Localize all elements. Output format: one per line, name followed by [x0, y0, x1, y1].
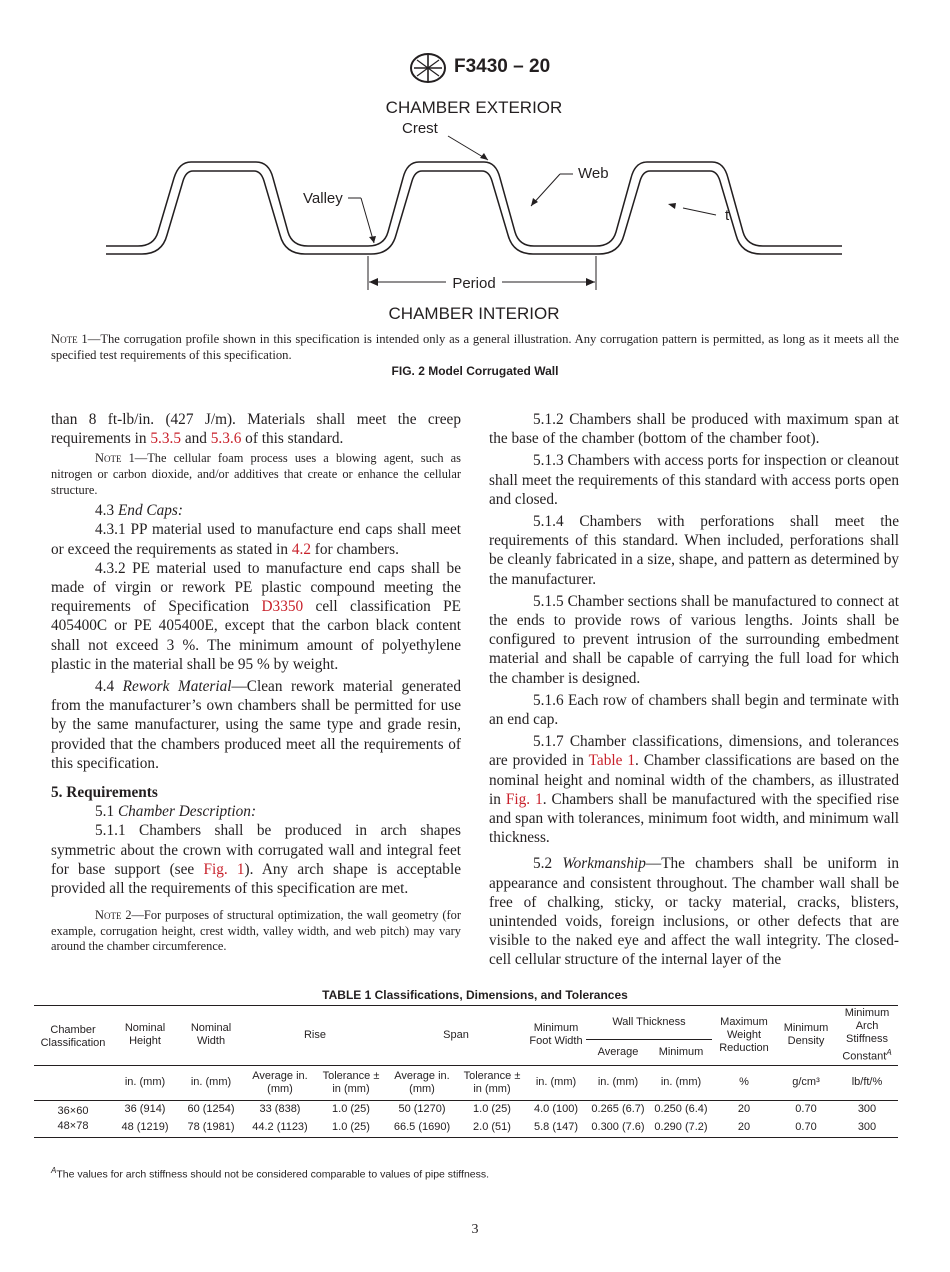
- table-cell: 36×60: [57, 1104, 89, 1117]
- table-cell: 1.0 (25): [316, 1119, 386, 1138]
- label-crest: Crest: [402, 120, 438, 137]
- header-wall-average: Average: [597, 1045, 639, 1058]
- section-5-1-2: 5.1.2 Chambers shall be produced with maximum span at the base of the chamber (bottom of the chamber foot).: [489, 411, 899, 448]
- note-2: Note 2—For purposes of structural optimization, the wall geometry (for example, corrugation height, crest width, valley width, and web pitch) may vary around the chamber circumference.: [51, 908, 461, 954]
- unit-cell: Average in. (mm): [244, 1065, 316, 1100]
- figure-note: [51, 331, 899, 363]
- unit-cell: Tolerance ± in (mm): [458, 1065, 526, 1100]
- left-column: [51, 410, 461, 958]
- corrugation-profile: [106, 162, 842, 254]
- section-5-2: 5.2 Workmanship—The chambers shall be uniform in appearance and consistent throughout. The chamber wall shall be free of chalking, sticky, or tacky material, cracks, blisters, unintended voids, foreign inclusions, or other defects that are visible to the naked eye and affect the wall integrity. The closed-cell cellular structure of the internal layer of the: [489, 855, 899, 969]
- header-span: Span: [386, 1006, 526, 1066]
- page-number: 3: [471, 1222, 479, 1237]
- classification-table: [34, 1005, 898, 1138]
- section-5-1-5: 5.1.5 Chamber sections shall be manufactured to connect at the ends to provide rows of various lengths. Joints shall be configured to prevent intrusion of the surrounding embedment material and shall be capable of carrying the full load for which the chamber is designed.: [489, 592, 899, 687]
- label-period: Period: [452, 275, 496, 292]
- unit-cell: Average in. (mm): [386, 1065, 458, 1100]
- header-wall-thickness: Wall Thickness: [586, 1006, 712, 1040]
- table-cell: 4.0 (100): [533, 1103, 579, 1116]
- valley-leader-2: [361, 198, 374, 243]
- table-cell: 33 (838): [259, 1103, 301, 1116]
- table-cell: 5.8 (147): [526, 1119, 586, 1138]
- table-cell: 1.0 (25): [332, 1103, 370, 1116]
- standard-id: F3430 – 20: [454, 56, 551, 77]
- section-4-4: 4.4 Rework Material—Clean rework material generated from the manufacturer’s own chambers shall be permitted for use by the same manufacturer, using the same type and grade resin, provided that the chambers produced meet all the requirements of this specification.: [51, 678, 461, 772]
- section-5-heading: 5. Requirements: [51, 784, 158, 802]
- valley-arrow: [369, 236, 376, 243]
- section-5-1-4: 5.1.4 Chambers with perforations shall meet the requirements of this standard. When included, perforations shall be cleanly fabricated in a size, shape, and pattern as determined by the manufacturer.: [489, 513, 899, 588]
- section-4-3-1: 4.3.1 PP material used to manufacture end caps shall meet or exceed the requirements as stated in 4.2 for chambers.: [51, 521, 461, 558]
- figure-note-text: —The corrugation profile shown in this specification is intended only as a general illustration. Any corrugation pattern is permitted, as long as it meets all the specified test requirements of this specification.: [51, 332, 899, 362]
- link-fig-1[interactable]: Fig. 1: [203, 860, 245, 878]
- header-wall-minimum: Minimum: [658, 1045, 704, 1058]
- unit-cell: in. (mm): [178, 1065, 244, 1100]
- figure-caption: FIG. 2 Model Corrugated Wall: [391, 364, 559, 378]
- table-cell: 0.250 (6.4): [654, 1103, 708, 1116]
- table-cell: 0.265 (6.7): [591, 1103, 645, 1116]
- table-row: [34, 1100, 898, 1119]
- unit-cell: in. (mm): [112, 1065, 178, 1100]
- paragraph-continued: than 8 ft-lb/in. (427 J/m). Materials shall meet the creep requirements in 5.3.5 and 5.3.6 of this standard.: [51, 411, 461, 448]
- label-t: t: [725, 207, 730, 224]
- header-nominal-height: Nominal Height: [112, 1006, 178, 1066]
- figure-note-label: Note 1: [51, 332, 88, 346]
- table-title: TABLE 1 Classifications, Dimensions, and Tolerances: [322, 988, 628, 1002]
- table-cell: 48×78: [34, 1119, 112, 1138]
- table-cell: 50 (1270): [398, 1103, 446, 1116]
- section-4-3-heading: 4.3 End Caps:: [95, 502, 183, 520]
- section-5-1-heading: 5.1 Chamber Description:: [95, 803, 257, 821]
- section-5-1-7: 5.1.7 Chamber classifications, dimensions, and tolerances are provided in Table 1. Chamber classifications are based on the nominal height and nominal width of the chambers, as illustrated in Fig. 1. Chambers shall be manufactured with the specified rise and span with tolerances, minimum foot width, and minimum wall thickness.: [489, 733, 899, 847]
- unit-cell: in. (mm): [650, 1065, 712, 1100]
- header-nominal-width: Nominal Width: [178, 1006, 244, 1066]
- table-cell: 0.300 (7.6): [586, 1119, 650, 1138]
- table-cell: 20: [712, 1119, 776, 1138]
- link-d3350[interactable]: D3350: [261, 598, 304, 616]
- table-row: [34, 1119, 898, 1138]
- table-cell: 78 (1981): [178, 1119, 244, 1138]
- header-classification: Chamber Classification: [34, 1006, 112, 1066]
- label-valley: Valley: [303, 190, 343, 207]
- link-5-3-5[interactable]: 5.3.5: [150, 430, 181, 448]
- section-5-1-6: 5.1.6 Each row of chambers shall begin and terminate with an end cap.: [489, 691, 899, 729]
- header-density: Minimum Density: [776, 1006, 836, 1066]
- link-fig-1-b[interactable]: Fig. 1: [505, 790, 543, 808]
- link-table-1[interactable]: Table 1: [588, 752, 636, 770]
- table-cell: 66.5 (1690): [386, 1119, 458, 1138]
- header-foot-width: Minimum Foot Width: [526, 1006, 586, 1066]
- period-arrow-left: [369, 278, 378, 286]
- header-stiffness: Minimum Arch Stiffness Constant$^A$: [836, 1006, 898, 1066]
- page-header: [0, 52, 950, 86]
- table-cell: 48 (1219): [112, 1119, 178, 1138]
- label-interior: CHAMBER INTERIOR: [388, 304, 560, 323]
- table-cell: 300: [836, 1119, 898, 1138]
- unit-cell: in. (mm): [586, 1065, 650, 1100]
- header-rise: Rise: [244, 1006, 386, 1066]
- section-5-1-3: 5.1.3 Chambers with access ports for inspection or cleanout shall meet the requirements of this standard with access ports open and closed.: [489, 452, 899, 508]
- t-arrow: [668, 203, 676, 209]
- label-exterior: CHAMBER EXTERIOR: [385, 98, 563, 117]
- table-cell: 44.2 (1123): [244, 1119, 316, 1138]
- table-header-row: [34, 1006, 898, 1040]
- unit-cell: lb/ft/%: [836, 1065, 898, 1100]
- note-1: Note 1—The cellular foam process uses a blowing agent, such as nitrogen or carbon dioxide, and/or additives that create or enhance the cellular structure.: [51, 451, 461, 497]
- table-cell: 0.290 (7.2): [650, 1119, 712, 1138]
- table-cell: 0.70: [795, 1103, 817, 1116]
- unit-cell: Tolerance ± in (mm): [316, 1065, 386, 1100]
- label-web: Web: [578, 165, 609, 182]
- table-cell: 1.0 (25): [473, 1103, 511, 1116]
- table-footnote: $^A$The values for arch stiffness should not be considered comparable to values of pipe stiffness.: [51, 1166, 490, 1181]
- corrugated-wall-figure: [96, 92, 856, 324]
- table-cell: 20: [737, 1103, 751, 1116]
- period-arrow-right: [586, 278, 595, 286]
- table-cell: 36 (914): [124, 1103, 166, 1116]
- unit-cell: g/cm³: [776, 1065, 836, 1100]
- header-weight-reduction: Maximum Weight Reduction: [712, 1006, 776, 1066]
- section-4-3-2: 4.3.2 PE material used to manufacture end caps shall be made of virgin or rework PE plastic compound meeting the requirements of Specification D3350 cell classification PE 405400C or PE 405400E, except that the carbon black content shall not exceed 3 %. The minimum amount of polyethylene plastic in the material shall be 95 % by weight.: [51, 559, 461, 673]
- right-column: [489, 410, 899, 970]
- unit-cell: %: [712, 1065, 776, 1100]
- t-leader: [683, 208, 716, 215]
- table-cell: 2.0 (51): [458, 1119, 526, 1138]
- link-4-2[interactable]: 4.2: [291, 540, 311, 558]
- table-cell: 60 (1254): [187, 1103, 235, 1116]
- table-units-row: [34, 1065, 898, 1100]
- crest-arrow: [480, 153, 488, 160]
- section-5-1-1: 5.1.1 Chambers shall be produced in arch shapes symmetric about the crown with corrugated wall and integral feet for base support (see Fig. 1). Any arch shape is acceptable provided all the requirements of this specification are met.: [51, 822, 461, 898]
- table-cell: 300: [857, 1103, 877, 1116]
- link-5-3-6[interactable]: 5.3.6: [210, 430, 242, 448]
- unit-cell: in. (mm): [526, 1065, 586, 1100]
- astm-logo-icon: [408, 52, 448, 84]
- table-cell: 0.70: [776, 1119, 836, 1138]
